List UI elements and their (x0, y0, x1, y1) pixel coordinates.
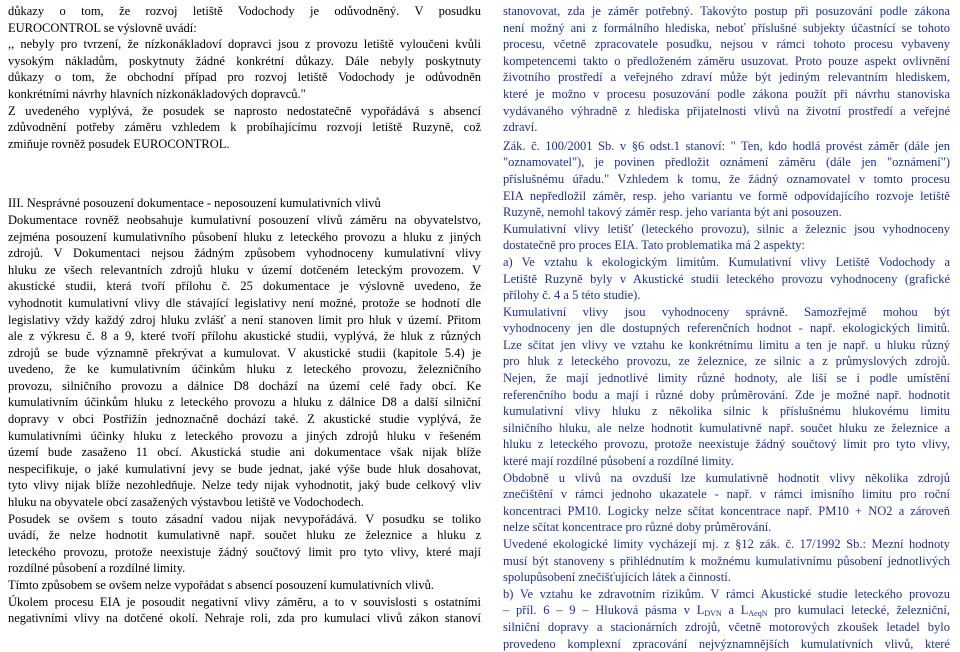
subscript: DVN (704, 609, 722, 619)
text-line: ,, nebyly pro tvrzení, že nízkonákladoví dopravci jsou z provozu letiště vyloučeni kvůli (8, 37, 481, 52)
text-fragment: – příl. 6 – 9 – Hluková pásma v L (503, 603, 705, 618)
text-line: kumulativními účinky hluku z leteckého provozu a jiných zdrojů hluku v řešeném (8, 428, 481, 443)
text-line: silniční dopravy a stacionárních zdrojů, včetně motorových zkoušek letadel bylo (503, 619, 950, 634)
text-line: EIA nepředložil záměr, resp. jeho variantu ve formě odpovídajícího rozvoje letiště (503, 188, 950, 203)
text-line: Nejen, že mají jednotlivé limity různé hodnoty, ale liší se i podle umístění (503, 371, 950, 386)
text-line: negativními vlivy na dotčené okolí. Nehraje roli, zda pro kumulaci vlivů zákon stanoví (8, 611, 481, 626)
text-line: akustické studii, která tvoří přílohu č. 25 dokumentace je výslovně uvedeno, že (8, 279, 481, 294)
text-line: hluku z leteckého provozu, protože neexistuje žádný součtový limit pro tyto vlivy, (503, 437, 950, 452)
text-line: pro hluk z leteckého provozu, ze železnice, ze silnic a z průmyslových zdrojů. (503, 354, 950, 369)
text-line: musí být stanoveny s přihlédnutím k možnému kumulativnímu působení jednotlivých (503, 553, 950, 568)
text-line: zmiňuje rovněž posudek EUROCONTROL. (8, 136, 230, 151)
text-line: uvádí, že nelze hodnotit kumulativně např. součet hluku ze železnice a hluku z (8, 528, 481, 543)
text-line: Ruzyně, nemohl takový záměr resp. jeho varianta být ani posouzen. (503, 205, 842, 220)
text-line: území bude zasaženo 11 obcí. Akustická studie ani dokumentace však nijak blíže (8, 445, 481, 460)
text-line: dostatečně pro proces EIA. Tato problematika má 2 aspekty: (503, 238, 805, 253)
text-line: zdrojů se bude významně překrývat a kumulovat. V akustické studii (kapitole 5.4) je (8, 345, 481, 360)
text-line: kumulativní vlivy hluku z několika silnic k příslušnému hlukovému limitu (503, 404, 950, 419)
text-line: spolupůsobení znečišťujících látek a činností. (503, 570, 731, 585)
text-line: Kumulativní vlivy letišť (leteckého provozu), silnic a železnic jsou vyhodnoceny (503, 221, 950, 236)
text-line: stanovovat, zda je záměr potřebný. Takovýto postup při posuzování podle zákona (503, 4, 950, 18)
text-line: uvedeno, že ke kumulativním účinkům hluku z leteckého provozu, železničního (8, 362, 481, 377)
text-line: tyto vlivy nijak blíže nezohledňuje. Nelze tedy nijak vyhodnotit, jaký bude celkový vliv (8, 478, 481, 493)
text-line: Dokumentace rovněž neobsahuje kumulativní posouzení vlivů záměru na obyvatelstvo, (8, 212, 481, 227)
left-paragraph-2 (8, 195, 481, 626)
text-line: Z uvedeného vyplývá, že posudek se naprosto nedostatečně vypořádává s absencí (8, 103, 481, 118)
text-line: nespecifikuje, o jaké kumulativní jevy se bude jednat, jaké výše bude hluk dosahovat, (8, 461, 481, 476)
text-line: hluku ze všech relevantních zdrojů hluku v území dotčeném leteckým provozem. V (8, 262, 481, 277)
text-line: Lze sčítat jen vlivy ve vztahu ke konkrétnímu limitu a ten je např. u hluku různý (503, 337, 950, 352)
text-line: které mají rozdílné působení a rozdílné limity. (503, 454, 734, 469)
text-line: zdraví. (503, 120, 538, 135)
text-line: b) Ve vztahu ke zdravotním rizikům. V rámci Akustické studie leteckého provozu (503, 586, 950, 601)
text-line: přílohy č. 4 a 5 této studie). (503, 288, 641, 303)
left-column (8, 3, 481, 627)
text-line: není možný ani z formálního hlediska, neboť příslušné subjekty účastnící se tohoto (503, 20, 950, 35)
text-line: vydávaného výhradně z hlediska přijatelnosti vlivů na životní prostředí a veřejné (503, 103, 950, 118)
text-line: rozdílné působení a rozdílné limity. (8, 561, 186, 576)
text-line-subscripts (503, 602, 950, 619)
text-line: legislativy vždy každý zdroj hluku zvlášť a není stanoven limit pro hluk v území. Přitom (8, 312, 481, 327)
text-line: Tímto způsobem se ovšem nelze vypořádat s absencí posouzení kumulativních vlivů. (8, 578, 434, 592)
text-line: které je možno v procesu posuzování podle zákona použít při návrhu stanoviska (503, 86, 950, 101)
right-paragraph-3 (503, 221, 950, 652)
text-line: silničního hluku, ale nelze hodnotit kumulativně např. součet hluku ze železnice a (503, 420, 950, 435)
text-line: provozu, silničního provozu a dálnice D8 dochází na území celé řady obcí. Ke (8, 378, 481, 393)
text-line: provedeno komplexní zpracování nejvýznamnějších kumulativních vlivů, které (503, 636, 950, 651)
text-line: kumulativním účinkům hluku z leteckého provozu a hluku z dálnice D8 a další silniční (8, 395, 481, 410)
text-line: zdrojů. V Dokumentaci nejsou žádným způsobem vyhodnoceny kumulativní vlivy (8, 246, 481, 261)
right-paragraph-2 (503, 138, 950, 221)
text-line: hluku na obyvatele obcí zasažených výstavbou letiště ve Vodochodech. (8, 495, 365, 510)
text-line: zejména posouzení kumulativního působení hluku z leteckého provozu a hluku z jiných (8, 229, 481, 244)
text-line: vysokým nákladům, poskytnuty žádné konkrétní důkazy. Dále nebyly poskytnuty (8, 53, 481, 68)
text-line: důkazy o tom, že rozvoj letiště Vodochody je odůvodněný. V posudku (8, 4, 481, 18)
section-heading: III. Nesprávné posouzení dokumentace - neposouzení kumulativních vlivů (8, 196, 381, 211)
subscript: AeqN (748, 609, 768, 619)
text-fragment: a L (721, 603, 749, 618)
text-line: kompetencemi takto o předloženém záměru usuzovat. Proto pouze aspekt ovlivnění (503, 53, 950, 68)
text-line: Kumulativní vlivy jsou vyhodnoceny správně. Samozřejmě mohou být (503, 304, 950, 319)
text-line: a) Ve vztahu k ekologickým limitům. Kumulativní vlivy Letiště Vodochody a (503, 254, 950, 269)
text-line: dopravy v obci Postřižín jednoznačně dochází také. Z akustické studie vyplývá, že (8, 412, 481, 427)
text-line: referenčního bodu a mají i různé doby průměrování. Zde je možné např. hodnotit (503, 387, 950, 402)
text-line: životního prostředí a veřejného zdraví může být jediným relevantním hlediskem, (503, 70, 950, 85)
text-line: leteckého provozu, protože neexistuje žádný součtový limit pro tyto vlivy, které mají (8, 544, 481, 559)
text-line: Posudek se ovšem s touto zásadní vadou nijak nevypořádává. V posudku se toliko (8, 511, 481, 526)
text-line: Obdobně u vlivů na ovzduší lze kumulativně hodnotit vlivy několika zdrojů (503, 470, 950, 485)
text-line: ale z výkresu č. 8 a 9, které tvoří přílohu akustické studii, vyplývá, že hluk z různých (8, 329, 481, 344)
text-line: konkrétními návrhy hlavních nízkonákladových dopravců." (8, 86, 306, 101)
right-paragraph-1 (503, 3, 950, 136)
text-line: Uvedené ekologické limity vycházejí mj. z §12 zák. č. 17/1992 Sb.: Mezní hodnoty (503, 537, 950, 551)
text-line: zdůvodnění potřeby záměru vzhledem k probíhajícímu rozvoji letiště Ruzyně, což (8, 120, 481, 135)
text-line: důkazy o tom, že obchodní případ pro rozvoj letiště Vodochody je odůvodněn (8, 70, 481, 85)
text-line: koncentraci PM10. Logicky nelze sčítat koncentrace např. PM10 + NO2 a zároveň (503, 503, 950, 518)
text-fragment: pro kumulaci letecké, železniční, (767, 603, 950, 618)
text-line: procesu, včetně zpracovatele posudku, nejsou v rámci tohoto procesu vybaveny (503, 37, 950, 52)
left-paragraph-1 (8, 3, 481, 152)
right-column (503, 3, 950, 652)
text-line: "oznamovatel"), je povinen předložit oznámení záměru (dále jen "oznámení") (503, 155, 950, 170)
text-line: EUROCONTROL se výslovně uvádí: (8, 20, 197, 35)
text-line: znečištění v rámci jednoho ukazatele - např. v rámci imisního limitu pro roční (503, 487, 950, 502)
text-line: nelze sčítat koncentrace pro různé doby průměrování. (503, 520, 772, 535)
text-line: Zák. č. 100/2001 Sb. v §6 odst.1 stanoví: " Ten, kdo hodlá provést záměr (dále jen (503, 138, 950, 153)
text-line: Letiště Ruzyně byly v Akustické studii leteckého provozu vyhodnoceny (grafické (503, 271, 950, 286)
text-line: vyhodnotit kumulativní vlivy dle stávající legislativy není možné, protože se hodnotí dle (8, 295, 481, 310)
text-line: vyhodnoceny jen dle dostupných referenčních hodnot - např. ekologických limitů. (503, 321, 950, 336)
text-line: příslušnému úřadu." Vzhledem k tomu, že žádný oznamovatel v tomto procesu (503, 171, 950, 186)
text-line: Úkolem procesu EIA je posoudit negativní vlivy záměru, a to v souvislosti s ostatními (8, 594, 481, 609)
